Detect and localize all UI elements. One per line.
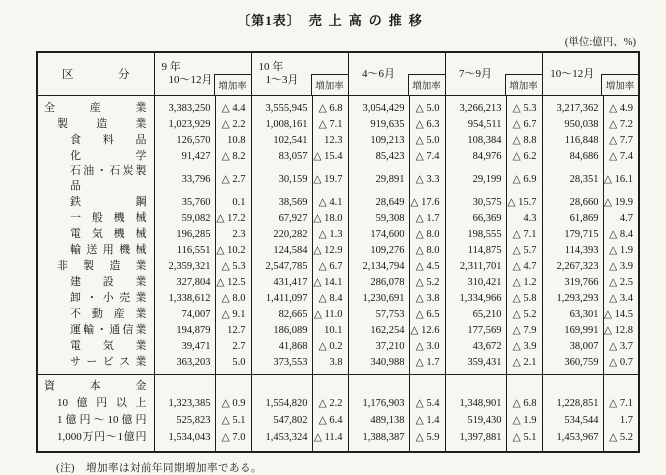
table-row (37, 258, 639, 274)
sales-value-cell: 3,555,945 (251, 96, 312, 117)
growth-rate-cell: △ 8.0 (215, 290, 251, 306)
growth-rate-cell (312, 375, 348, 396)
growth-rate-cell: △ 7.9 (506, 322, 542, 338)
sales-value-cell: 373,553 (251, 354, 312, 375)
sales-value-cell: 174,600 (348, 226, 409, 242)
row-label: 1億円〜10億円 (37, 412, 154, 429)
sales-value-cell: 114,393 (542, 242, 603, 258)
quarter-label-wrap (446, 53, 506, 95)
table-row (37, 148, 639, 164)
sales-value-cell: 84,686 (542, 148, 603, 164)
col-group-q3 (445, 52, 542, 96)
sales-value-cell: 547,802 (251, 412, 312, 429)
quarter-label: 1〜3月 (265, 74, 299, 86)
sales-value-cell: 37,210 (348, 338, 409, 354)
sales-value-cell: 63,301 (542, 306, 603, 322)
growth-rate-cell: 10.1 (312, 322, 348, 338)
table-row (37, 290, 639, 306)
sales-value-cell: 1,453,324 (251, 429, 312, 452)
growth-rate-cell: △ 18.0 (312, 210, 348, 226)
growth-rate-cell: △ 3.9 (603, 258, 639, 274)
sales-value-cell: 954,511 (445, 116, 506, 132)
row-label: 電気機械 (37, 226, 154, 242)
sales-value-cell (348, 375, 409, 396)
growth-rate-cell: △ 5.3 (506, 96, 542, 117)
sales-value-cell: 319,766 (542, 274, 603, 290)
growth-rate-cell: △ 0.9 (215, 395, 251, 412)
growth-rate-cell: 3.8 (312, 354, 348, 375)
sales-value-cell: 196,285 (154, 226, 215, 242)
sales-value-cell: 67,927 (251, 210, 312, 226)
sales-value-cell: 114,875 (445, 242, 506, 258)
growth-rate-cell: △ 5.4 (409, 395, 445, 412)
growth-rate-cell: 2.7 (215, 338, 251, 354)
growth-rate-cell: △ 6.3 (409, 116, 445, 132)
quarter-label-wrap (252, 53, 312, 95)
col-group-y9-q4 (154, 52, 251, 96)
row-label: 非製造業 (37, 258, 154, 274)
table-row (37, 338, 639, 354)
sales-value-cell: 59,308 (348, 210, 409, 226)
sales-value-cell: 61,869 (542, 210, 603, 226)
growth-rate-cell: △ 19.7 (312, 164, 348, 194)
sales-value-cell: 363,203 (154, 354, 215, 375)
growth-rate-cell (215, 375, 251, 396)
sales-value-cell: 41,868 (251, 338, 312, 354)
sales-value-cell: 38,569 (251, 194, 312, 210)
growth-rate-cell: △ 12.5 (215, 274, 251, 290)
growth-rate-cell: △ 5.2 (603, 429, 639, 452)
growth-rate-cell: △ 7.0 (215, 429, 251, 452)
sales-value-cell: 169,991 (542, 322, 603, 338)
sales-value-cell: 194,879 (154, 322, 215, 338)
growth-rate-cell: 12.7 (215, 322, 251, 338)
rate-header-label: 増加率 (601, 74, 638, 95)
growth-rate-cell: △ 4.9 (603, 96, 639, 117)
growth-rate-cell: △ 15.4 (312, 148, 348, 164)
sales-value-cell: 2,311,701 (445, 258, 506, 274)
table-row (37, 322, 639, 338)
table-row (37, 429, 639, 452)
sales-value-cell: 1,554,820 (251, 395, 312, 412)
growth-rate-cell: △ 4.1 (312, 194, 348, 210)
sales-value-cell: 1,534,043 (154, 429, 215, 452)
col-group-y10-q1 (251, 52, 348, 96)
rate-header-label: 増加率 (311, 74, 348, 95)
growth-rate-cell (506, 375, 542, 396)
growth-rate-cell: △ 14.5 (603, 306, 639, 322)
col-group-q4 (542, 52, 639, 96)
table-row (37, 274, 639, 290)
growth-rate-cell: △ 1.2 (506, 274, 542, 290)
rate-header-label: 増加率 (214, 74, 251, 95)
growth-rate-cell: △ 3.0 (409, 338, 445, 354)
growth-rate-cell: 2.3 (215, 226, 251, 242)
growth-rate-cell: △ 6.7 (312, 258, 348, 274)
growth-rate-cell: △ 5.2 (409, 274, 445, 290)
sales-value-cell: 85,423 (348, 148, 409, 164)
growth-rate-cell: △ 7.1 (312, 116, 348, 132)
table-row (37, 306, 639, 322)
growth-rate-cell: △ 7.1 (506, 226, 542, 242)
corner-header-kubun: 区分 (37, 52, 154, 96)
sales-value-cell: 1,397,881 (445, 429, 506, 452)
col-group-q2 (348, 52, 445, 96)
sales-value-cell: 57,753 (348, 306, 409, 322)
title-text: 売上高の推移 (308, 13, 429, 28)
sales-value-cell: 59,082 (154, 210, 215, 226)
row-label: 資本金 (37, 375, 154, 396)
sales-value-cell: 519,430 (445, 412, 506, 429)
sales-value-cell: 431,417 (251, 274, 312, 290)
growth-rate-cell: △ 2.1 (506, 354, 542, 375)
sales-value-cell: 1,388,387 (348, 429, 409, 452)
sales-value-cell: 84,976 (445, 148, 506, 164)
row-label: サービス業 (37, 354, 154, 375)
growth-rate-cell: △ 6.4 (312, 412, 348, 429)
sales-value-cell: 83,057 (251, 148, 312, 164)
growth-rate-cell: △ 5.7 (506, 242, 542, 258)
sales-value-cell: 534,544 (542, 412, 603, 429)
row-label: 電気業 (37, 338, 154, 354)
table-row (37, 116, 639, 132)
quarter-label: 4〜6月 (362, 67, 395, 80)
sales-value-cell: 43,672 (445, 338, 506, 354)
sales-value-cell: 162,254 (348, 322, 409, 338)
growth-rate-cell: △ 11.4 (312, 429, 348, 452)
sales-value-cell: 220,282 (251, 226, 312, 242)
growth-rate-cell: 12.3 (312, 132, 348, 148)
growth-rate-cell: △ 5.1 (506, 429, 542, 452)
growth-rate-cell: 1.7 (603, 412, 639, 429)
header-row (37, 52, 639, 96)
sales-value-cell (542, 375, 603, 396)
sales-value-cell: 2,359,321 (154, 258, 215, 274)
growth-rate-cell: △ 3.7 (603, 338, 639, 354)
sales-value-cell: 29,199 (445, 164, 506, 194)
growth-rate-cell: △ 6.7 (506, 116, 542, 132)
row-label: 卸・小売業 (37, 290, 154, 306)
growth-rate-cell: △ 6.9 (506, 164, 542, 194)
row-label: 建設業 (37, 274, 154, 290)
growth-rate-cell: △ 7.7 (603, 132, 639, 148)
growth-rate-cell: △ 1.9 (506, 412, 542, 429)
growth-rate-cell: △ 2.2 (312, 395, 348, 412)
table-row (37, 210, 639, 226)
growth-rate-cell: △ 4.4 (215, 96, 251, 117)
quarter-label-wrap (155, 53, 215, 95)
sales-value-cell: 1,323,385 (154, 395, 215, 412)
sales-value-cell: 919,635 (348, 116, 409, 132)
table-row (37, 226, 639, 242)
sales-value-cell: 340,988 (348, 354, 409, 375)
table-number-label: 〔第1表〕 (237, 13, 301, 28)
quarter-label: 7〜9月 (459, 67, 492, 80)
growth-rate-cell: △ 7.2 (603, 116, 639, 132)
growth-rate-cell: △ 8.0 (409, 226, 445, 242)
growth-rate-cell: △ 7.4 (603, 148, 639, 164)
sales-value-cell: 91,427 (154, 148, 215, 164)
growth-rate-cell: △ 0.2 (312, 338, 348, 354)
page-title (0, 0, 666, 29)
growth-rate-cell: △ 8.4 (312, 290, 348, 306)
sales-value-cell (154, 375, 215, 396)
rate-header-label: 増加率 (505, 74, 542, 95)
sales-value-cell: 489,138 (348, 412, 409, 429)
sales-value-cell (251, 375, 312, 396)
sales-value-cell: 1,334,966 (445, 290, 506, 306)
growth-rate-cell: △ 8.2 (215, 148, 251, 164)
growth-rate-cell: △ 1.9 (603, 242, 639, 258)
sales-value-cell: 2,547,785 (251, 258, 312, 274)
growth-rate-cell: △ 5.1 (215, 412, 251, 429)
industry-section (37, 96, 639, 375)
table-row (37, 354, 639, 375)
table-row (37, 242, 639, 258)
growth-rate-cell: △ 5.3 (215, 258, 251, 274)
growth-rate-cell: △ 3.8 (409, 290, 445, 306)
sales-value-cell: 82,665 (251, 306, 312, 322)
sales-value-cell: 525,823 (154, 412, 215, 429)
table-header (37, 52, 639, 96)
sales-value-cell: 28,351 (542, 164, 603, 194)
growth-rate-cell: △ 5.0 (409, 96, 445, 117)
growth-rate-cell: △ 12.6 (409, 322, 445, 338)
sales-value-cell: 198,555 (445, 226, 506, 242)
growth-rate-cell: 4.7 (603, 210, 639, 226)
growth-rate-cell: △ 9.1 (215, 306, 251, 322)
sales-value-cell: 33,796 (154, 164, 215, 194)
sales-value-cell: 38,007 (542, 338, 603, 354)
growth-rate-cell: △ 14.1 (312, 274, 348, 290)
row-label: 輸送用機械 (37, 242, 154, 258)
sales-value-cell: 1,228,851 (542, 395, 603, 412)
sales-value-cell: 3,383,250 (154, 96, 215, 117)
quarter-label: 10〜12月 (168, 74, 213, 86)
sales-value-cell: 2,134,794 (348, 258, 409, 274)
growth-rate-cell: 5.0 (215, 354, 251, 375)
sales-value-cell: 109,276 (348, 242, 409, 258)
sales-value-cell: 30,159 (251, 164, 312, 194)
growth-rate-cell: △ 4.5 (409, 258, 445, 274)
table-row (37, 132, 639, 148)
growth-rate-cell: 10.8 (215, 132, 251, 148)
growth-rate-cell: 4.3 (506, 210, 542, 226)
table-row (37, 412, 639, 429)
table-row (37, 375, 639, 396)
sales-value-cell: 102,541 (251, 132, 312, 148)
growth-rate-cell: △ 6.5 (409, 306, 445, 322)
growth-rate-cell: △ 15.7 (506, 194, 542, 210)
sales-trend-table (36, 51, 640, 453)
quarter-label: 10〜12月 (550, 67, 595, 80)
growth-rate-cell: △ 1.3 (312, 226, 348, 242)
sales-value-cell: 28,660 (542, 194, 603, 210)
sales-value-cell: 74,007 (154, 306, 215, 322)
sales-value-cell: 179,715 (542, 226, 603, 242)
growth-rate-cell: △ 6.8 (506, 395, 542, 412)
sales-value-cell: 3,054,429 (348, 96, 409, 117)
growth-rate-cell: △ 1.4 (409, 412, 445, 429)
table-row (37, 194, 639, 210)
sales-value-cell: 310,421 (445, 274, 506, 290)
sales-value-cell: 35,760 (154, 194, 215, 210)
sales-value-cell: 186,089 (251, 322, 312, 338)
growth-rate-cell: △ 1.7 (409, 354, 445, 375)
sales-value-cell: 286,078 (348, 274, 409, 290)
rate-header-label: 増加率 (408, 74, 445, 95)
growth-rate-cell: △ 7.4 (409, 148, 445, 164)
sales-value-cell: 65,210 (445, 306, 506, 322)
footnote: (注) 増加率は対前年同期増加率である。 (56, 463, 262, 474)
growth-rate-cell: △ 12.9 (312, 242, 348, 258)
growth-rate-cell: △ 8.4 (603, 226, 639, 242)
growth-rate-cell: △ 7.1 (603, 395, 639, 412)
quarter-label-wrap (543, 53, 603, 95)
unit-note: (単位:億円、%) (564, 37, 636, 48)
row-label: 食料品 (37, 132, 154, 148)
sales-value-cell: 66,369 (445, 210, 506, 226)
row-label: 石油・石炭製品 (37, 164, 154, 194)
sales-value-cell: 327,804 (154, 274, 215, 290)
growth-rate-cell: △ 17.6 (409, 194, 445, 210)
sales-value-cell: 3,266,213 (445, 96, 506, 117)
sales-value-cell: 2,267,323 (542, 258, 603, 274)
sales-value-cell: 28,649 (348, 194, 409, 210)
growth-rate-cell: △ 2.2 (215, 116, 251, 132)
capital-section (37, 375, 639, 453)
row-label: 運輸・通信業 (37, 322, 154, 338)
row-label: 10億円以上 (37, 395, 154, 412)
sales-value-cell: 1,176,903 (348, 395, 409, 412)
row-label: 鉄鋼 (37, 194, 154, 210)
growth-rate-cell: △ 2.7 (215, 164, 251, 194)
sales-value-cell: 124,584 (251, 242, 312, 258)
growth-rate-cell: △ 6.2 (506, 148, 542, 164)
growth-rate-cell: △ 6.8 (312, 96, 348, 117)
sales-value-cell: 1,411,097 (251, 290, 312, 306)
table-row (37, 395, 639, 412)
row-label: 1,000万円〜1億円 (37, 429, 154, 452)
sales-value-cell: 108,384 (445, 132, 506, 148)
growth-rate-cell: △ 3.4 (603, 290, 639, 306)
sales-value-cell: 1,008,161 (251, 116, 312, 132)
sales-value-cell: 30,575 (445, 194, 506, 210)
sales-value-cell: 29,891 (348, 164, 409, 194)
year-label: 9 年 (161, 61, 181, 73)
growth-rate-cell: △ 11.0 (312, 306, 348, 322)
sales-value-cell: 1,230,691 (348, 290, 409, 306)
growth-rate-cell: △ 19.9 (603, 194, 639, 210)
sales-value-cell: 1,453,967 (542, 429, 603, 452)
sales-value-cell: 1,338,612 (154, 290, 215, 306)
growth-rate-cell: △ 5.9 (409, 429, 445, 452)
sales-value-cell: 39,471 (154, 338, 215, 354)
sales-value-cell: 116,551 (154, 242, 215, 258)
quarter-label-wrap (349, 53, 409, 95)
growth-rate-cell: △ 16.1 (603, 164, 639, 194)
sales-value-cell: 116,848 (542, 132, 603, 148)
growth-rate-cell: △ 5.8 (506, 290, 542, 306)
growth-rate-cell: △ 2.5 (603, 274, 639, 290)
sales-value-cell: 109,213 (348, 132, 409, 148)
growth-rate-cell: △ 17.2 (215, 210, 251, 226)
row-label: 製造業 (37, 116, 154, 132)
growth-rate-cell: △ 10.2 (215, 242, 251, 258)
row-label: 一般機械 (37, 210, 154, 226)
sales-value-cell: 177,569 (445, 322, 506, 338)
sales-value-cell: 1,293,293 (542, 290, 603, 306)
row-label: 全産業 (37, 96, 154, 117)
table-row (37, 96, 639, 117)
sales-value-cell: 950,038 (542, 116, 603, 132)
growth-rate-cell: △ 4.7 (506, 258, 542, 274)
growth-rate-cell: △ 12.8 (603, 322, 639, 338)
sales-value-cell: 126,570 (154, 132, 215, 148)
growth-rate-cell: △ 1.7 (409, 210, 445, 226)
growth-rate-cell: △ 5.0 (409, 132, 445, 148)
growth-rate-cell: △ 3.9 (506, 338, 542, 354)
row-label: 化学 (37, 148, 154, 164)
sales-value-cell: 359,431 (445, 354, 506, 375)
sales-value-cell (445, 375, 506, 396)
table-row (37, 164, 639, 194)
growth-rate-cell (603, 375, 639, 396)
growth-rate-cell (409, 375, 445, 396)
sales-value-cell: 360,759 (542, 354, 603, 375)
row-label: 不動産業 (37, 306, 154, 322)
sales-value-cell: 1,348,901 (445, 395, 506, 412)
growth-rate-cell: △ 3.3 (409, 164, 445, 194)
sales-value-cell: 1,023,929 (154, 116, 215, 132)
sales-value-cell: 3,217,362 (542, 96, 603, 117)
growth-rate-cell: △ 5.2 (506, 306, 542, 322)
growth-rate-cell: △ 8.8 (506, 132, 542, 148)
growth-rate-cell: 0.1 (215, 194, 251, 210)
growth-rate-cell: △ 0.7 (603, 354, 639, 375)
growth-rate-cell: △ 8.0 (409, 242, 445, 258)
year-label: 10 年 (258, 61, 284, 73)
